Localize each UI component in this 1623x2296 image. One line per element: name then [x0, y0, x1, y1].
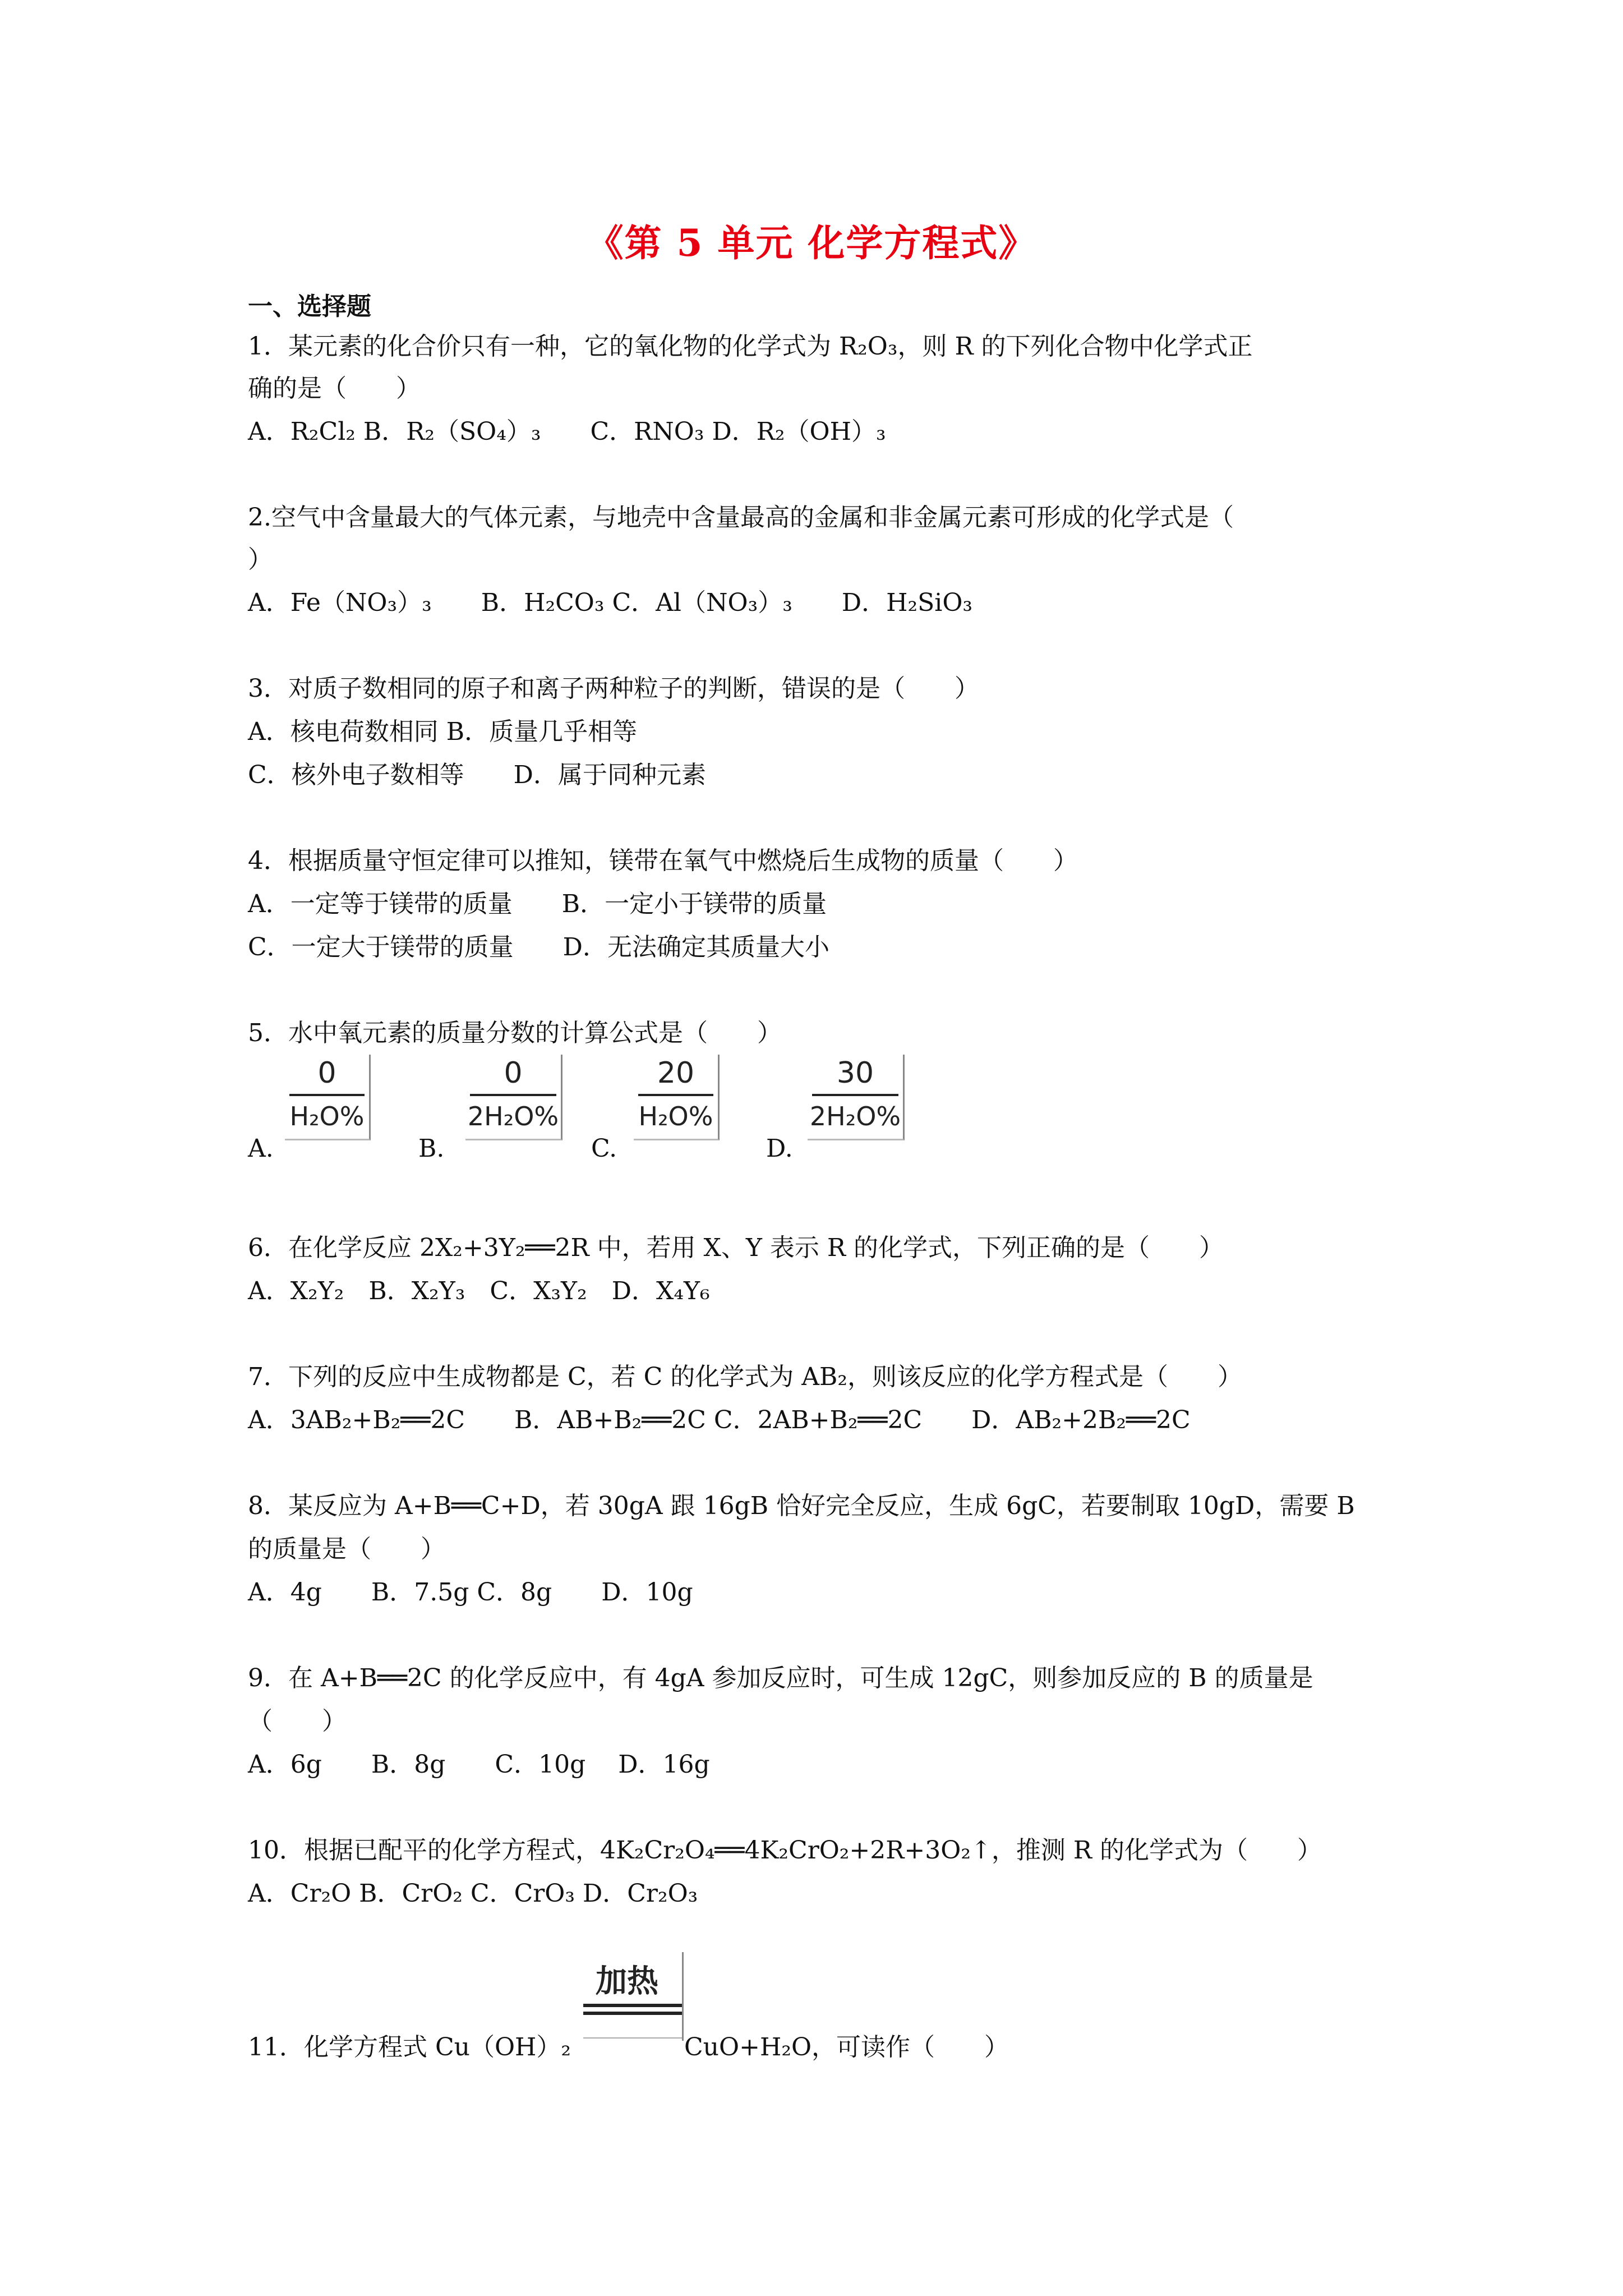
fraction-denominator: 2H₂O% [809, 1101, 901, 1131]
heating-condition-image [583, 1952, 684, 2041]
q3-options-line1: A．核电荷数相同 B．质量几乎相等 [248, 717, 638, 746]
q1-options: A．R₂Cl₂ B．R₂（SO₄）₃ C．RNO₃ D．R₂（OH）₃ [248, 417, 886, 446]
q3-stem: 3．对质子数相同的原子和离子两种粒子的判断，错误的是（ ） [248, 674, 979, 703]
q4-options-line2: C．一定大于镁带的质量 D．无法确定其质量大小 [248, 933, 829, 961]
q1-stem-line2: 确的是（ ） [248, 374, 421, 403]
q2-stem-line2: ） [248, 545, 273, 574]
q6-options: A．X₂Y₂ B．X₂Y₃ C．X₃Y₂ D．X₄Y₆ [248, 1277, 710, 1305]
baseline-rule [583, 2037, 682, 2039]
q9-stem-line2: （ ） [248, 1707, 347, 1736]
fraction-bar [812, 1094, 898, 1096]
q5-option-a-formula [285, 1055, 371, 1140]
section-heading: 一、选择题 [248, 292, 371, 321]
fraction-denominator: H₂O% [638, 1101, 713, 1131]
fraction-bar [289, 1094, 365, 1096]
fraction-denominator: H₂O% [289, 1101, 365, 1131]
q4-stem: 4．根据质量守恒定律可以推知，镁带在氧气中燃烧后生成物的质量（ ） [248, 846, 1078, 875]
q5-option-c-formula [634, 1055, 720, 1140]
q10-stem: 10．根据已配平的化学方程式，4K₂Cr₂O₄══4K₂CrO₂+2R+3O₂↑，推测 R 的化学式为（ ） [248, 1836, 1322, 1865]
q2-options: A．Fe（NO₃）₃ B．H₂CO₃ C．Al（NO₃）₃ D．H₂SiO₃ [248, 588, 973, 617]
q7-options: A．3AB₂+B₂══2C B．AB+B₂══2C C．2AB+B₂══2C D．AB₂+2B₂══2C [248, 1406, 1191, 1434]
fraction-bar [638, 1094, 713, 1096]
q9-options: A．6g B．8g C．10g D．16g [248, 1750, 710, 1779]
fraction-numerator: 20 [657, 1056, 695, 1090]
equals-line-bottom [583, 2012, 682, 2015]
q2-stem-line1: 2.空气中含量最大的气体元素，与地壳中含量最高的金属和非金属元素可形成的化学式是（ [248, 503, 1234, 532]
q5-option-a-letter: A. [248, 1134, 274, 1163]
q6-stem: 6．在化学反应 2X₂+3Y₂══2R 中，若用 X、Y 表示 R 的化学式，下列正确的是（ ） [248, 1234, 1224, 1262]
q7-stem: 7．下列的反应中生成物都是 C，若 C 的化学式为 AB₂，则该反应的化学方程式是（ ） [248, 1363, 1243, 1391]
q5-option-d-formula [808, 1055, 905, 1140]
q5-stem: 5．水中氧元素的质量分数的计算公式是（ ） [248, 1019, 782, 1047]
fraction-numerator: 0 [317, 1056, 336, 1090]
q3-options-line2: C．核外电子数相等 D．属于同种元素 [248, 761, 706, 789]
fraction-numerator: 0 [504, 1056, 523, 1090]
q5-option-b-letter: B. [418, 1134, 445, 1163]
q11-stem-right: CuO+H₂O，可读作（ ） [684, 2033, 1009, 2062]
q8-stem-line2: 的质量是（ ） [248, 1535, 445, 1563]
q1-stem-line1: 1．某元素的化合价只有一种，它的氧化物的化学式为 R₂O₃，则 R 的下列化合物中化学式正 [248, 332, 1253, 361]
q5-option-d-letter: D. [766, 1134, 793, 1163]
q10-options: A．Cr₂O B．CrO₂ C．CrO₃ D．Cr₂O₃ [248, 1879, 698, 1908]
heat-condition-label: 加热 [596, 1963, 658, 2000]
q5-option-c-letter: C. [591, 1134, 617, 1163]
fraction-bar [470, 1094, 556, 1096]
q4-options-line1: A．一定等于镁带的质量 B．一定小于镁带的质量 [248, 890, 827, 918]
fraction-numerator: 30 [836, 1056, 874, 1090]
q8-stem-line1: 8．某反应为 A+B══C+D，若 30gA 跟 16gB 恰好完全反应，生成 6gC，若要制取 10gD，需要 B [248, 1492, 1355, 1520]
q5-option-b-formula [465, 1055, 562, 1140]
document-title: 《第 5 单元 化学方程式》 [586, 221, 1037, 265]
equals-line-top [583, 2004, 682, 2007]
q9-stem-line1: 9．在 A+B══2C 的化学反应中，有 4gA 参加反应时，可生成 12gC，则参加反应的 B 的质量是 [248, 1664, 1313, 1692]
q11-stem-left: 11．化学方程式 Cu（OH）₂ [248, 2033, 571, 2062]
q8-options: A．4g B．7.5g C．8g D．10g [248, 1578, 693, 1607]
fraction-denominator: 2H₂O% [467, 1101, 559, 1131]
